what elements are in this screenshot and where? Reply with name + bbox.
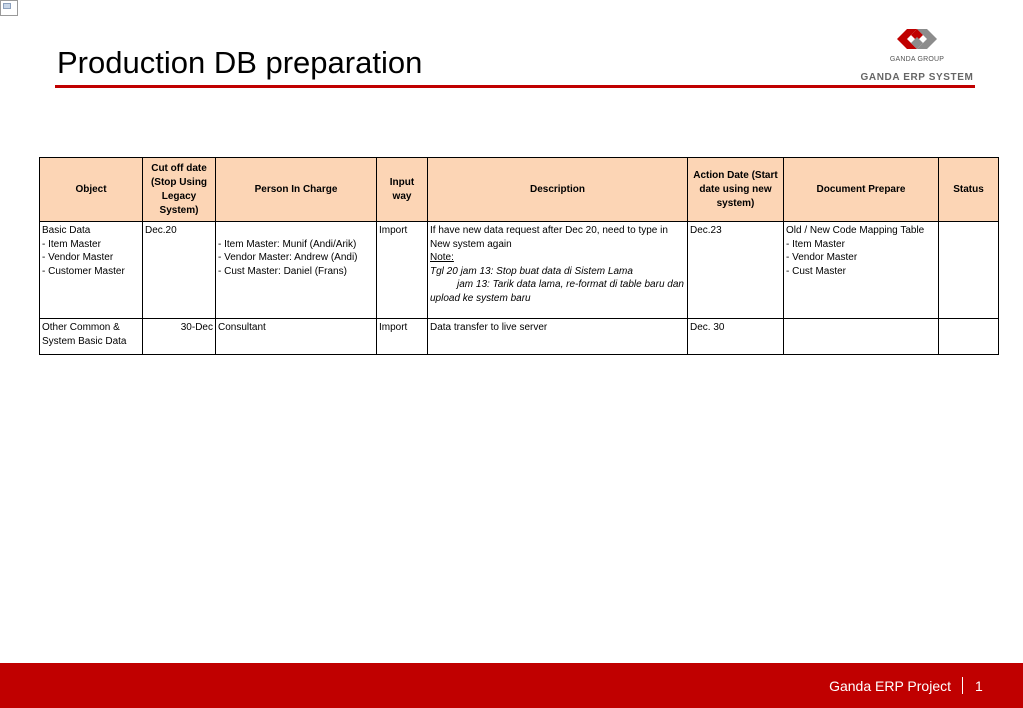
column-header-status: Status [939, 158, 999, 222]
description-main: If have new data request after Dec 20, need to type in New system again [430, 225, 668, 250]
cell-input: Import [377, 222, 428, 319]
logo-group-text: GANDA GROUP [889, 56, 945, 63]
cell-object: Other Common & System Basic Data [40, 319, 143, 355]
table-header-row [40, 158, 999, 222]
logo-system-text: GANDA ERP SYSTEM [860, 72, 974, 83]
description-note-line2: jam 13: Tarik data lama, re-format di table baru dan upload ke system baru [430, 279, 684, 304]
cell-description: Data transfer to live server [428, 319, 688, 355]
cell-document [784, 319, 939, 355]
column-header-document: Document Prepare [784, 158, 939, 222]
footer-bar [0, 663, 1023, 708]
footer-project-name: Ganda ERP Project [829, 678, 951, 694]
page-title: Production DB preparation [57, 45, 423, 80]
production-db-table [39, 157, 999, 355]
table-row [40, 319, 999, 355]
footer-separator [962, 677, 963, 694]
broken-image-icon [0, 0, 18, 16]
cell-document: Old / New Code Mapping Table - Item Master - Vendor Master - Cust Master [784, 222, 939, 319]
column-header-cutoff: Cut off date (Stop Using Legacy System) [143, 158, 216, 222]
cell-pic: - Item Master: Munif (Andi/Arik) - Vendor Master: Andrew (Andi) - Cust Master: Daniel (Frans) [216, 222, 377, 319]
description-note-line1: Tgl 20 jam 13: Stop buat data di Sistem Lama [430, 265, 633, 277]
cell-status [939, 222, 999, 319]
column-header-action-date: Action Date (Start date using new system) [688, 158, 784, 222]
page-number: 1 [975, 678, 983, 694]
column-header-input: Input way [377, 158, 428, 222]
cell-action-date: Dec.23 [688, 222, 784, 319]
title-underline [55, 85, 975, 88]
cell-description [428, 222, 688, 319]
ganda-logo [858, 24, 976, 86]
table-row [40, 222, 999, 319]
cell-object: Basic Data - Item Master - Vendor Master - Customer Master [40, 222, 143, 319]
cell-cutoff: 30-Dec [143, 319, 216, 355]
column-header-object: Object [40, 158, 143, 222]
description-note-label: Note: [430, 252, 454, 263]
cell-input: Import [377, 319, 428, 355]
cell-pic: Consultant [216, 319, 377, 355]
column-header-pic: Person In Charge [216, 158, 377, 222]
cell-action-date: Dec. 30 [688, 319, 784, 355]
cell-status [939, 319, 999, 355]
column-header-description: Description [428, 158, 688, 222]
cell-cutoff: Dec.20 [143, 222, 216, 319]
ganda-logo-icon [893, 24, 941, 54]
